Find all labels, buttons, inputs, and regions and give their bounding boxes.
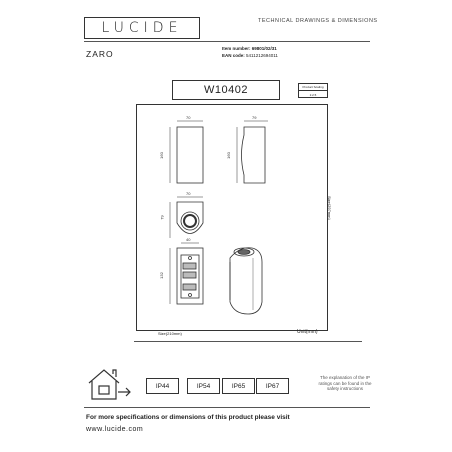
size-vertical-label: Size(297mm): [327, 196, 332, 220]
ip-rating-2: IP54: [196, 382, 211, 390]
item-number-value: 69801/02/31: [251, 46, 277, 51]
ip-rating-1: IP44: [155, 382, 170, 390]
dim-top-width: 70: [186, 191, 191, 196]
ip-rating-badge-2: [187, 378, 220, 394]
dim-back-width: 40: [186, 237, 191, 242]
ip-rating-badge-4: [256, 378, 289, 394]
product-code: W10402: [204, 84, 248, 96]
brand-logo-text: LUCIDE: [101, 20, 183, 36]
footer-divider: [84, 407, 370, 408]
more-info-text: For more specifications or dimensions of this product please visit: [86, 414, 290, 421]
ip-rating-badge-3: [222, 378, 255, 394]
dim-back-height: 132: [158, 272, 164, 279]
product-scaling-value: 1:2.5: [309, 93, 317, 97]
ean-label: EAN code:: [222, 53, 245, 58]
ean-value: 5411212694011: [246, 53, 278, 58]
header-subtitle: TECHNICAL DRAWINGS & DIMENSIONS: [258, 18, 378, 24]
ip-rating-3: IP65: [231, 382, 246, 390]
perspective-view: [230, 248, 262, 314]
top-view: [177, 202, 203, 234]
ip-rating-badge-1: [146, 378, 179, 394]
website-link[interactable]: www.lucide.com: [86, 426, 144, 433]
ip-explanation-note: The explanation of the IP ratings can be found in the safety instructions: [318, 375, 372, 392]
house-icon: [86, 366, 132, 402]
item-number-label: Item number:: [222, 46, 251, 51]
product-name: ZARO: [86, 49, 114, 59]
side-view: [242, 127, 266, 183]
dim-front-height: 160: [158, 152, 164, 159]
dim-side-width: 79: [252, 115, 257, 120]
size-horizontal-label: Size(210mm): [158, 331, 182, 336]
dim-side-height: 160: [225, 152, 231, 159]
ip-rating-4: IP67: [265, 382, 280, 390]
drawing-bottom-rule: [134, 341, 362, 342]
front-view: [177, 127, 203, 183]
dim-top-depth: 79: [159, 215, 165, 220]
product-scaling-label: Product Scaling: [299, 84, 327, 91]
dim-front-width: 70: [186, 115, 191, 120]
unit-label: Unit(mm): [297, 329, 318, 335]
